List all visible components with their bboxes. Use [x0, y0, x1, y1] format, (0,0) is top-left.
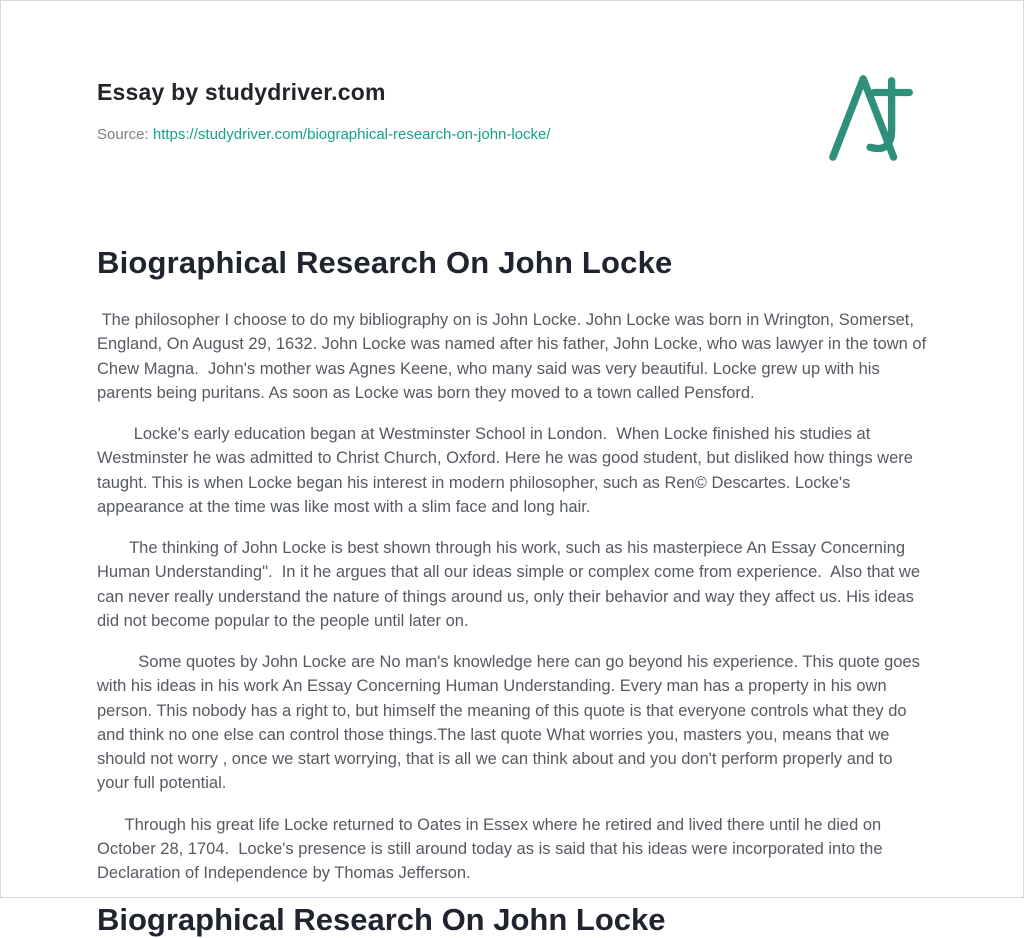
- source-line: [97, 126, 927, 143]
- studydriver-logo: [825, 69, 923, 163]
- article-paragraph: The philosopher I choose to do my bibliography on is John Locke. John Locke was born in Wrington, Somerset, England, On August 29, 1632. John Locke was named after his father, John Locke, who was lawyer in the town of Chew Magna. John's mother was Agnes Keene, who many said was very beautiful. Locke grew up with his parents being puritans. As soon as Locke was born they moved to a town called Pensford.: [97, 311, 931, 402]
- source-label: Source:: [97, 126, 149, 143]
- article-paragraph: Through his great life Locke returned to Oates in Essex where he retired and lived there until he died on October 28, 1704. Locke's presence is still around today as is said that his ideas were incorporated into the Declaration of Independence by Thomas Jefferson.: [97, 815, 888, 882]
- article-paragraph: Some quotes by John Locke are No man's knowledge here can go beyond his experience. This quote goes with his ideas in his work An Essay Concerning Human Understanding. Every man has a property in his own person. This nobody has a right to, but himself the meaning of this quote is that everyone controls what they do and think no one else can control those things.The last quote What worries you, masters you, means that we should not worry , once we start worrying, that is all we can think about and you don't perform properly and to your full potential.: [97, 653, 925, 793]
- article-title: Biographical Research On John Locke: [97, 245, 673, 280]
- article-paragraph: Locke's early education began at Westminster School in London. When Locke finished his studies at Westminster he was admitted to Christ Church, Oxford. Here he was good student, but disliked how things were taught. This is when Locke began his interest in modern philosopher, such as Ren© Descartes. Locke's appearance at the time was like most with a slim face and long hair.: [97, 425, 918, 516]
- article-paragraph: The thinking of John Locke is best shown through his work, such as his masterpiece An Essay Concerning Human Understanding". In it he argues that all our ideas simple or complex come from experience. Also that we can never really understand the nature of things around us, only their behavior and way they affect us. His ideas did not become popular to the people until later on.: [97, 539, 925, 630]
- footer-title: Biographical Research On John Locke: [97, 902, 666, 938]
- site-header-title: Essay by studydriver.com: [97, 79, 386, 105]
- source-link[interactable]: https://studydriver.com/biographical-research-on-john-locke/: [152, 126, 551, 143]
- article-body: [97, 308, 931, 885]
- studydriver-logo-icon: [825, 69, 923, 163]
